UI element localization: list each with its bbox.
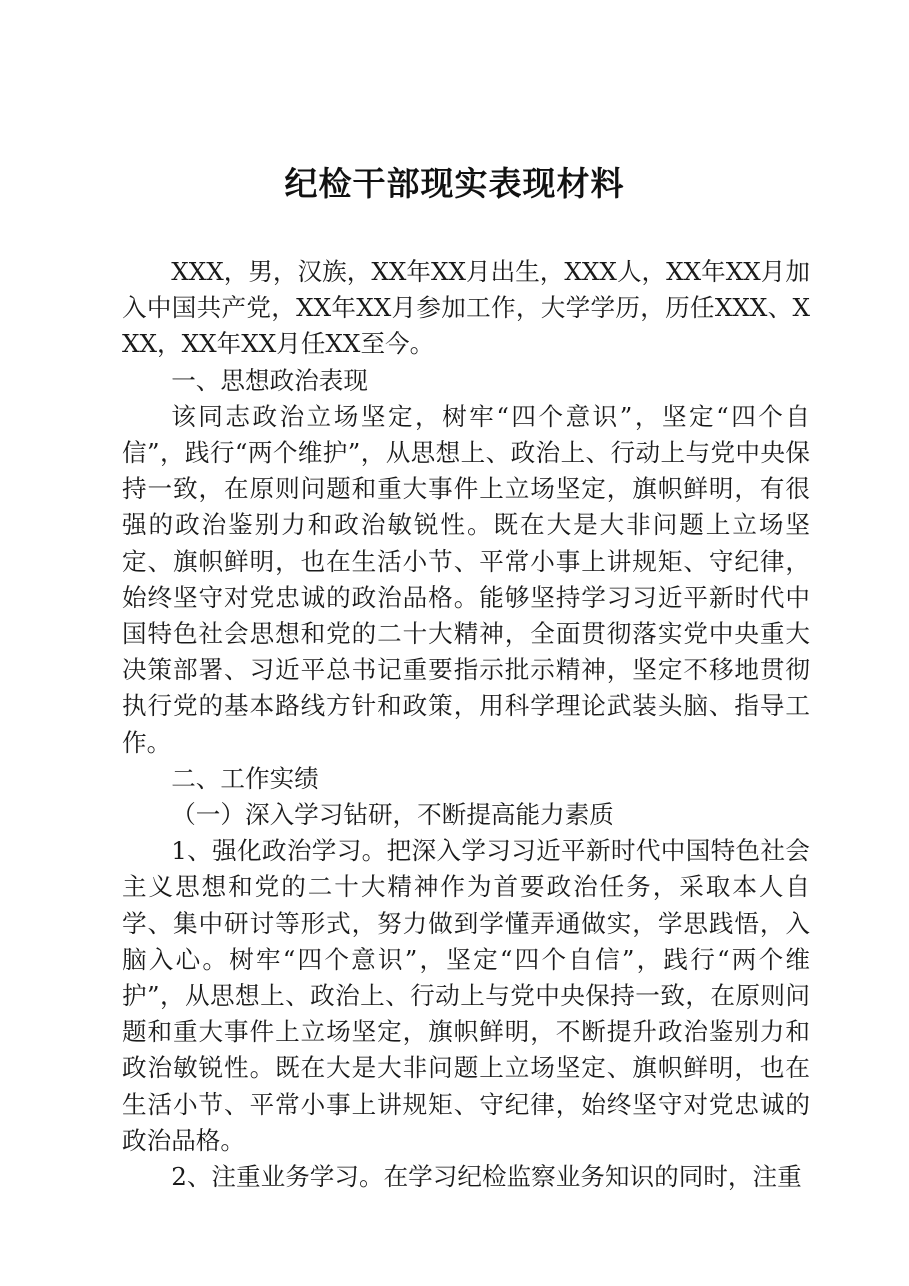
document-body	[122, 254, 810, 1195]
political-study-paragraph: 1、强化政治学习。把深入学习习近平新时代中国特色社会主义思想和党的二十大精神作为首要政治任务，采取本人自学、集中研讨等形式，努力做到学懂弄通做实，学思践悟，入脑入心。树牢“四个意识”，坚定“四个自信”，践行“两个维护”，从思想上、政治上、行动上与党中央保持一致，在原则问题和重大事件上立场坚定，旗帜鲜明，不断提升政治鉴别力和政治敏锐性。既在大是大非问题上立场坚定、旗帜鲜明，也在生活小节、平常小事上讲规矩、守纪律，始终坚守对党忠诚的政治品格。	[122, 836, 810, 1155]
section-heading-political: 一、思想政治表现	[171, 365, 368, 395]
political-performance-paragraph: 该同志政治立场坚定，树牢“四个意识”，坚定“四个自信”，践行“两个维护”，从思想上、政治上、行动上与党中央保持一致，在原则问题和重大事件上立场坚定，旗帜鲜明，有很强的政治鉴别力和政治敏锐性。既在大是大非问题上立场坚定、旗帜鲜明，也在生活小节、平常小事上讲规矩、守纪律，始终坚守对党忠诚的政治品格。能够坚持学习习近平新时代中国特色社会思想和党的二十大精神，全面贯彻落实党中央重大决策部署、习近平总书记重要指示批示精神，坚定不移地贯彻执行党的基本路线方针和政策，用科学理论武装头脑、指导工作。	[122, 401, 810, 757]
section-heading-achievements: 二、工作实绩	[171, 763, 319, 793]
personal-info-paragraph: XXX，男，汉族，XX年XX月出生，XXX人，XX年XX月加入中国共产党，XX年XX月参加工作，大学学历，历任XXX、XXX，XX年XX月任XX至今。	[122, 257, 810, 359]
subsection-heading-study: （一）深入学习钻研，不断提高能力素质	[171, 800, 614, 830]
business-study-paragraph: 2、注重业务学习。在学习纪检监察业务知识的同时，注重	[171, 1162, 802, 1192]
document-title: 纪检干部现实表现材料	[284, 164, 625, 203]
